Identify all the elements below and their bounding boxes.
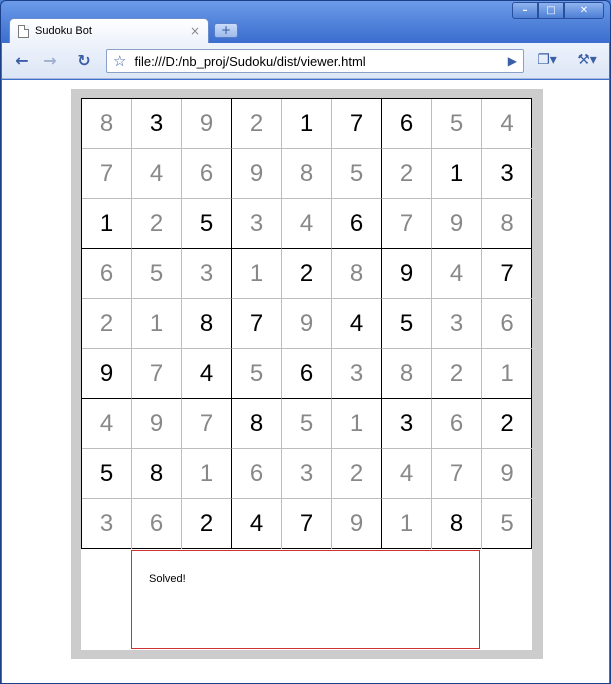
sudoku-cell-r9c2[interactable]: 6: [132, 499, 182, 549]
sudoku-cell-r3c7[interactable]: 7: [382, 199, 432, 249]
sudoku-cell-r8c8[interactable]: 7: [432, 449, 482, 499]
sudoku-cell-r6c2[interactable]: 7: [132, 349, 182, 399]
sudoku-cell-r1c9[interactable]: 4: [482, 99, 532, 149]
sudoku-cell-r6c5[interactable]: 6: [282, 349, 332, 399]
sudoku-cell-r5c6[interactable]: 4: [332, 299, 382, 349]
new-tab-button[interactable]: +: [214, 23, 238, 38]
sudoku-panel: [71, 89, 543, 659]
sudoku-cell-r3c3[interactable]: 5: [182, 199, 232, 249]
wrench-menu-button[interactable]: ⚒▾: [577, 52, 597, 68]
go-icon[interactable]: ▶: [507, 54, 517, 68]
sudoku-cell-r2c4[interactable]: 9: [232, 149, 282, 199]
sudoku-cell-r1c4[interactable]: 2: [232, 99, 282, 149]
sudoku-cell-r5c3[interactable]: 8: [182, 299, 232, 349]
sudoku-grid: [81, 98, 532, 549]
tab-sudoku-bot[interactable]: [9, 18, 209, 43]
page-menu-button[interactable]: ❐▾: [537, 52, 557, 68]
bookmark-star-icon[interactable]: ☆: [113, 52, 127, 70]
sudoku-cell-r7c3[interactable]: 7: [182, 399, 232, 449]
sudoku-cell-r2c9[interactable]: 3: [482, 149, 532, 199]
back-button[interactable]: ←: [15, 50, 29, 70]
sudoku-cell-r8c3[interactable]: 1: [182, 449, 232, 499]
sudoku-cell-r1c8[interactable]: 5: [432, 99, 482, 149]
sudoku-cell-r1c6[interactable]: 7: [332, 99, 382, 149]
sudoku-cell-r4c1[interactable]: 6: [82, 249, 132, 299]
sudoku-panel-inner: [81, 98, 532, 650]
sudoku-cell-r7c1[interactable]: 4: [82, 399, 132, 449]
sudoku-cell-r3c2[interactable]: 2: [132, 199, 182, 249]
sudoku-cell-r5c4[interactable]: 7: [232, 299, 282, 349]
sudoku-cell-r2c2[interactable]: 4: [132, 149, 182, 199]
sudoku-cell-r4c5[interactable]: 2: [282, 249, 332, 299]
sudoku-cell-r1c7[interactable]: 6: [382, 99, 432, 149]
sudoku-cell-r3c6[interactable]: 6: [332, 199, 382, 249]
sudoku-cell-r3c5[interactable]: 4: [282, 199, 332, 249]
sudoku-cell-r9c8[interactable]: 8: [432, 499, 482, 549]
sudoku-cell-r4c7[interactable]: 9: [382, 249, 432, 299]
sudoku-cell-r2c7[interactable]: 2: [382, 149, 432, 199]
sudoku-cell-r5c8[interactable]: 3: [432, 299, 482, 349]
sudoku-cell-r2c3[interactable]: 6: [182, 149, 232, 199]
sudoku-cell-r8c6[interactable]: 2: [332, 449, 382, 499]
sudoku-cell-r5c1[interactable]: 2: [82, 299, 132, 349]
minimize-button[interactable]: –: [512, 2, 538, 19]
sudoku-cell-r4c9[interactable]: 7: [482, 249, 532, 299]
sudoku-cell-r9c1[interactable]: 3: [82, 499, 132, 549]
url-text[interactable]: file:///D:/nb_proj/Sudoku/dist/viewer.html: [134, 53, 366, 69]
sudoku-cell-r4c6[interactable]: 8: [332, 249, 382, 299]
tab-close-icon[interactable]: ×: [189, 24, 200, 38]
sudoku-cell-r6c7[interactable]: 8: [382, 349, 432, 399]
sudoku-cell-r2c5[interactable]: 8: [282, 149, 332, 199]
sudoku-cell-r1c5[interactable]: 1: [282, 99, 332, 149]
sudoku-cell-r5c2[interactable]: 1: [132, 299, 182, 349]
status-message: Solved!: [149, 573, 186, 585]
sudoku-cell-r7c4[interactable]: 8: [232, 399, 282, 449]
sudoku-cell-r6c9[interactable]: 1: [482, 349, 532, 399]
sudoku-cell-r6c4[interactable]: 5: [232, 349, 282, 399]
sudoku-cell-r8c7[interactable]: 4: [382, 449, 432, 499]
window-controls: [512, 2, 604, 19]
sudoku-cell-r2c8[interactable]: 1: [432, 149, 482, 199]
sudoku-cell-r9c6[interactable]: 9: [332, 499, 382, 549]
sudoku-cell-r6c8[interactable]: 2: [432, 349, 482, 399]
reload-button[interactable]: ↻: [77, 50, 91, 70]
sudoku-cell-r7c7[interactable]: 3: [382, 399, 432, 449]
sudoku-cell-r7c2[interactable]: 9: [132, 399, 182, 449]
sudoku-cell-r2c6[interactable]: 5: [332, 149, 382, 199]
maximize-button[interactable]: □: [538, 2, 564, 19]
toolbar: [2, 43, 609, 79]
sudoku-cell-r3c9[interactable]: 8: [482, 199, 532, 249]
sudoku-cell-r1c1[interactable]: 8: [82, 99, 132, 149]
status-box: [131, 550, 480, 649]
sudoku-cell-r1c2[interactable]: 3: [132, 99, 182, 149]
sudoku-cell-r8c4[interactable]: 6: [232, 449, 282, 499]
address-bar[interactable]: [106, 49, 524, 73]
sudoku-cell-r3c4[interactable]: 3: [232, 199, 282, 249]
sudoku-cell-r9c3[interactable]: 2: [182, 499, 232, 549]
sudoku-cell-r8c2[interactable]: 8: [132, 449, 182, 499]
sudoku-cell-r5c9[interactable]: 6: [482, 299, 532, 349]
sudoku-cell-r4c8[interactable]: 4: [432, 249, 482, 299]
sudoku-cell-r3c1[interactable]: 1: [82, 199, 132, 249]
sudoku-cell-r6c3[interactable]: 4: [182, 349, 232, 399]
sudoku-cell-r4c2[interactable]: 5: [132, 249, 182, 299]
sudoku-cell-r6c1[interactable]: 9: [82, 349, 132, 399]
sudoku-cell-r8c1[interactable]: 5: [82, 449, 132, 499]
sudoku-cell-r4c4[interactable]: 1: [232, 249, 282, 299]
sudoku-cell-r5c7[interactable]: 5: [382, 299, 432, 349]
tab-title: Sudoku Bot: [35, 25, 92, 37]
sudoku-cell-r2c1[interactable]: 7: [82, 149, 132, 199]
sudoku-cell-r4c3[interactable]: 3: [182, 249, 232, 299]
sudoku-cell-r8c9[interactable]: 9: [482, 449, 532, 499]
page-icon: [18, 25, 29, 38]
page-content: [2, 80, 609, 683]
sudoku-cell-r3c8[interactable]: 9: [432, 199, 482, 249]
close-window-button[interactable]: ✕: [564, 2, 604, 19]
sudoku-cell-r9c7[interactable]: 1: [382, 499, 432, 549]
forward-button[interactable]: →: [43, 50, 57, 70]
sudoku-cell-r5c5[interactable]: 9: [282, 299, 332, 349]
sudoku-cell-r7c5[interactable]: 5: [282, 399, 332, 449]
sudoku-cell-r9c4[interactable]: 4: [232, 499, 282, 549]
sudoku-cell-r9c9[interactable]: 5: [500, 510, 514, 537]
sudoku-cell-r8c5[interactable]: 3: [282, 449, 332, 499]
sudoku-cell-r7c8[interactable]: 6: [432, 399, 482, 449]
sudoku-cell-r1c3[interactable]: 9: [182, 99, 232, 149]
sudoku-cell-r9c5[interactable]: 7: [282, 499, 332, 549]
sudoku-cell-r7c9[interactable]: 2: [482, 399, 532, 449]
sudoku-cell-r6c6[interactable]: 3: [332, 349, 382, 399]
sudoku-cell-r7c6[interactable]: 1: [332, 399, 382, 449]
